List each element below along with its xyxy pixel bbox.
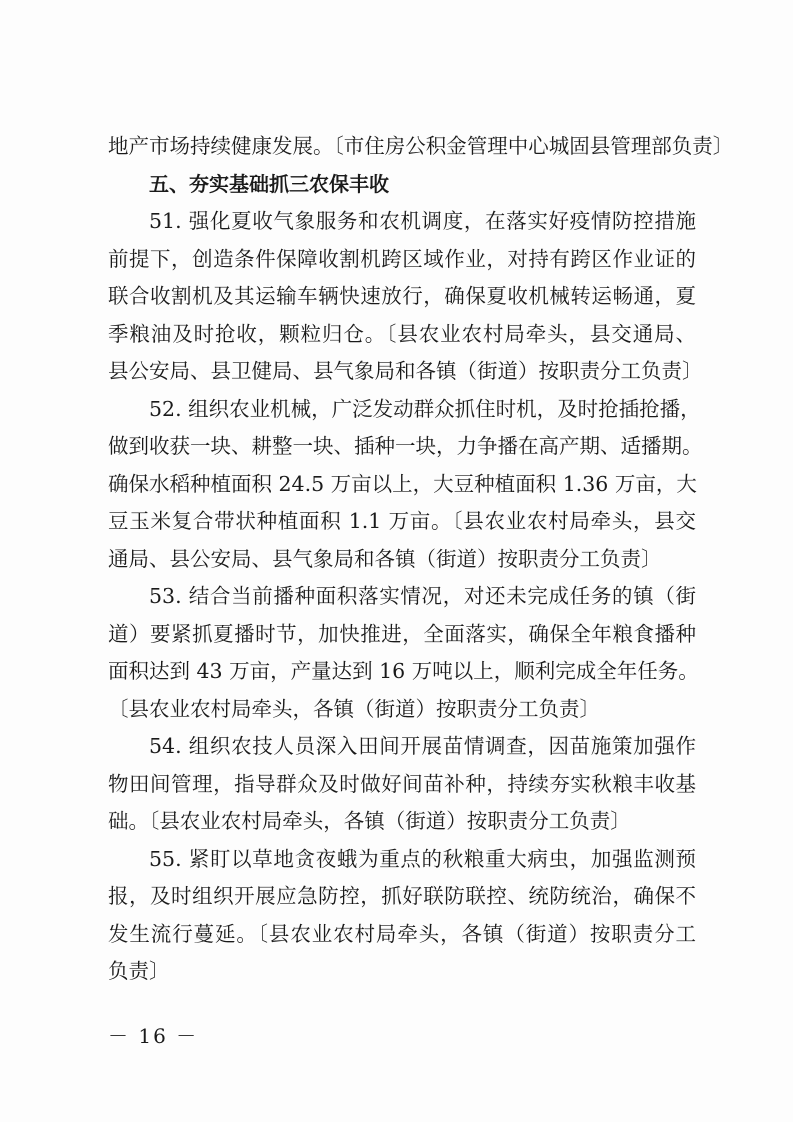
section-heading: 五、夯实基础抓三农保丰收 (149, 171, 389, 196)
paragraph-line: 县公安局、县卫健局、县气象局和各镇（街道）按职责分工负责〕 (108, 359, 703, 383)
paragraph-line: 季粮油及时抢收，颗粒归仓。〔县农业农村局牵头，县交通局、 (108, 321, 696, 346)
body-text (108, 128, 734, 991)
paragraph-line: 确保水稻种植面积 24.5 万亩以上，大豆种植面积 1.36 万亩，大 (108, 471, 697, 496)
paragraph-line: 52. 组织农业机械，广泛发动群众抓住时机，及时抢插抢播， (149, 396, 701, 421)
paragraph-line: 道）要紧抓夏播时节，加快推进，全面落实，确保全年粮食播种 (108, 621, 696, 646)
paragraph-line: 54. 组织农技人员深入田间开展苗情调查，因苗施策加强作 (149, 734, 696, 758)
paragraph-line: 地产市场持续健康发展。〔市住房公积金管理中心城固县管理部负责〕 (108, 134, 734, 158)
paragraph-line: 豆玉米复合带状种植面积 1.1 万亩。〔县农业农村局牵头，县交 (108, 509, 696, 533)
paragraph-line: 前提下，创造条件保障收割机跨区域作业，对持有跨区作业证的 (108, 246, 696, 271)
paragraph-line: 做到收获一块、耕整一块、插种一块，力争播在高产期、适播期。 (108, 434, 703, 458)
paragraph-line: 报，及时组织开展应急防控，抓好联防联控、统防统治，确保不 (108, 884, 696, 908)
paragraph-line: 负责〕 (108, 959, 170, 983)
paragraph-line: 51. 强化夏收气象服务和农机调度，在落实好疫情防控措施 (149, 209, 696, 233)
paragraph-line: 〔县农业农村局牵头，各镇（街道）按职责分工负责〕 (108, 696, 600, 721)
paragraph-line: 通局、县公安局、县气象局和各镇（街道）按职责分工负责〕 (108, 546, 662, 571)
paragraph-line: 物田间管理，指导群众及时做好间苗补种，持续夯实秋粮丰收基 (108, 771, 696, 796)
paragraph-line: 发生流行蔓延。〔县农业农村局牵头，各镇（街道）按职责分工 (108, 921, 696, 946)
paragraph-line: 础。〔县农业农村局牵头，各镇（街道）按职责分工负责〕 (108, 809, 631, 833)
page-number: － 16 － (108, 1024, 199, 1048)
paragraph-line: 联合收割机及其运输车辆快速放行，确保夏收机械转运畅通，夏 (108, 284, 696, 308)
paragraph-line: 面积达到 43 万亩，产量达到 16 万吨以上，顺利完成全年任务。 (108, 659, 699, 683)
paragraph-line: 53. 结合当前播种面积落实情况，对还未完成任务的镇（街 (149, 584, 696, 608)
paragraph-line: 55. 紧盯以草地贪夜蛾为重点的秋粮重大病虫，加强监测预 (149, 846, 696, 871)
